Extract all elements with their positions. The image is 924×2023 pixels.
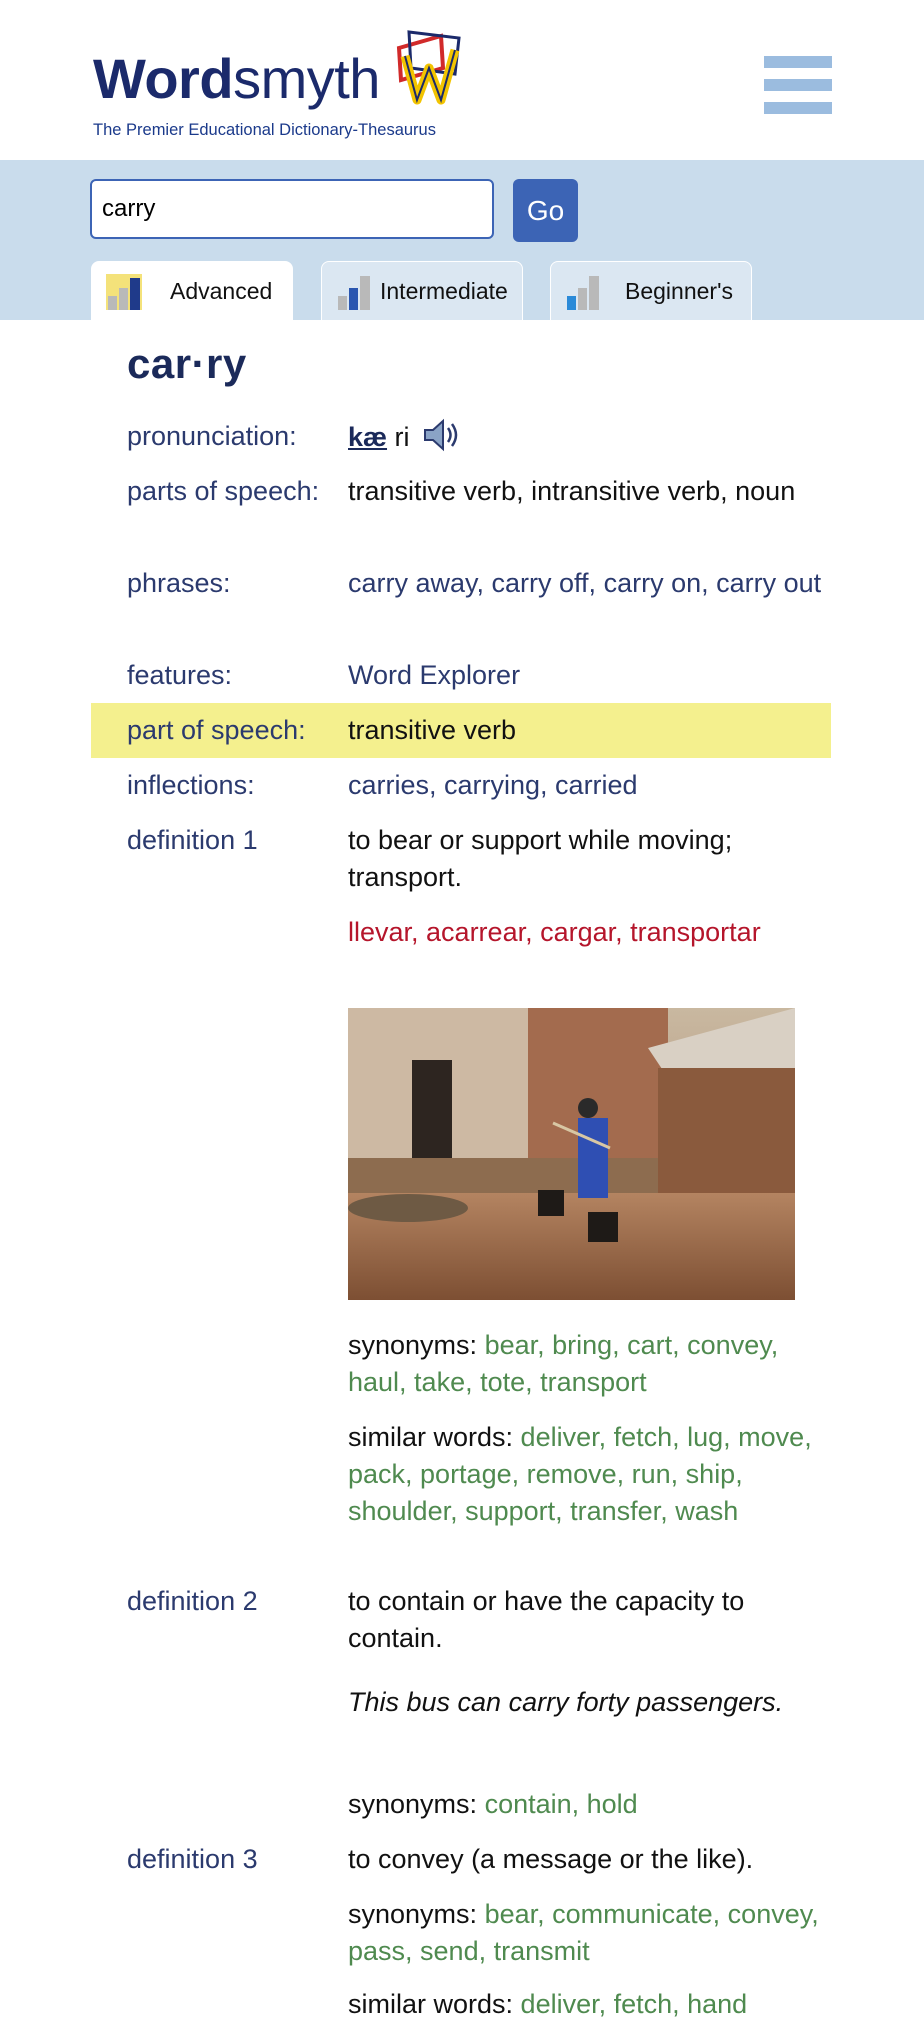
similar-words-label: similar words: xyxy=(348,1422,514,1452)
similar-words-links[interactable]: deliver, fetch, lug, move, pack, portage, remove, run, ship, shoulder, support, transfer, wash xyxy=(348,1422,812,1526)
tab-beginners[interactable] xyxy=(550,261,752,320)
similar-words-links[interactable]: deliver, fetch, hand xyxy=(520,1989,748,2019)
synonyms-line xyxy=(348,1896,828,1970)
definition-text: to convey (a message or the like). xyxy=(348,1844,754,1874)
definition-label: definition 1 xyxy=(127,825,258,855)
tab-label: Beginner's xyxy=(625,278,733,304)
pronunciation-label: pronunciation: xyxy=(127,421,297,451)
definition-label: definition 2 xyxy=(127,1586,258,1616)
features-label: features: xyxy=(127,660,233,690)
logo-w-icon xyxy=(371,28,471,118)
site-header xyxy=(0,0,924,160)
example-sentence: This bus can carry forty passengers. xyxy=(348,1687,784,1717)
search-input[interactable] xyxy=(90,179,494,239)
wordsmyth-logo[interactable] xyxy=(93,28,473,143)
advanced-level-icon xyxy=(106,274,142,310)
go-button[interactable]: Go xyxy=(513,179,578,242)
synonyms-line xyxy=(348,1786,828,1823)
parts-of-speech-value: transitive verb, intransitive verb, noun xyxy=(348,476,796,506)
tab-label: Intermediate xyxy=(380,278,508,304)
tab-advanced[interactable] xyxy=(91,261,293,320)
spanish-translation: llevar, acarrear, cargar, transportar xyxy=(348,917,761,947)
illustration-image xyxy=(348,1008,795,1300)
beginner-level-icon xyxy=(565,274,601,310)
synonyms-label: synonyms: xyxy=(348,1899,478,1929)
logo-tagline: The Premier Educational Dictionary-Thesaurus xyxy=(93,121,436,139)
tab-label: Advanced xyxy=(170,278,273,304)
word-explorer-link[interactable]: Word Explorer xyxy=(348,660,521,690)
definition-label: definition 3 xyxy=(127,1844,258,1874)
similar-words-line xyxy=(348,1986,828,2023)
definition-text: to contain or have the capacity to contain. xyxy=(348,1586,745,1653)
synonyms-links[interactable]: bear, bring, cart, convey, haul, take, tote, transport xyxy=(348,1330,779,1397)
search-band xyxy=(0,160,924,320)
speaker-icon[interactable] xyxy=(423,418,461,452)
headword: car·ry xyxy=(127,340,247,387)
definition-text: to bear or support while moving; transport. xyxy=(348,825,733,892)
pronunciation-rest: ri xyxy=(394,422,410,452)
similar-words-line xyxy=(348,1419,828,1530)
intermediate-level-icon xyxy=(336,274,372,310)
inflections-label: inflections: xyxy=(127,770,255,800)
parts-of-speech-label: parts of speech: xyxy=(127,476,320,506)
synonyms-links[interactable]: contain, hold xyxy=(484,1789,638,1819)
inflections-value: carries, carrying, carried xyxy=(348,770,638,800)
pronunciation-stressed[interactable]: kæ xyxy=(348,422,388,452)
synonyms-label: synonyms: xyxy=(348,1789,478,1819)
synonyms-line xyxy=(348,1327,828,1401)
tab-intermediate[interactable] xyxy=(321,261,523,320)
pronunciation-value xyxy=(348,418,828,456)
phrases-links[interactable]: carry away, carry off, carry on, carry out xyxy=(348,568,822,598)
similar-words-label: similar words: xyxy=(348,1989,514,2019)
part-of-speech-label: part of speech: xyxy=(127,715,306,745)
part-of-speech-value: transitive verb xyxy=(348,715,517,745)
hamburger-menu-icon[interactable] xyxy=(764,56,832,114)
phrases-label: phrases: xyxy=(127,568,231,598)
synonyms-links[interactable]: bear, communicate, convey, pass, send, transmit xyxy=(348,1899,819,1966)
synonyms-label: synonyms: xyxy=(348,1330,478,1360)
logo-wordmark: Wordsmyth xyxy=(93,47,380,110)
